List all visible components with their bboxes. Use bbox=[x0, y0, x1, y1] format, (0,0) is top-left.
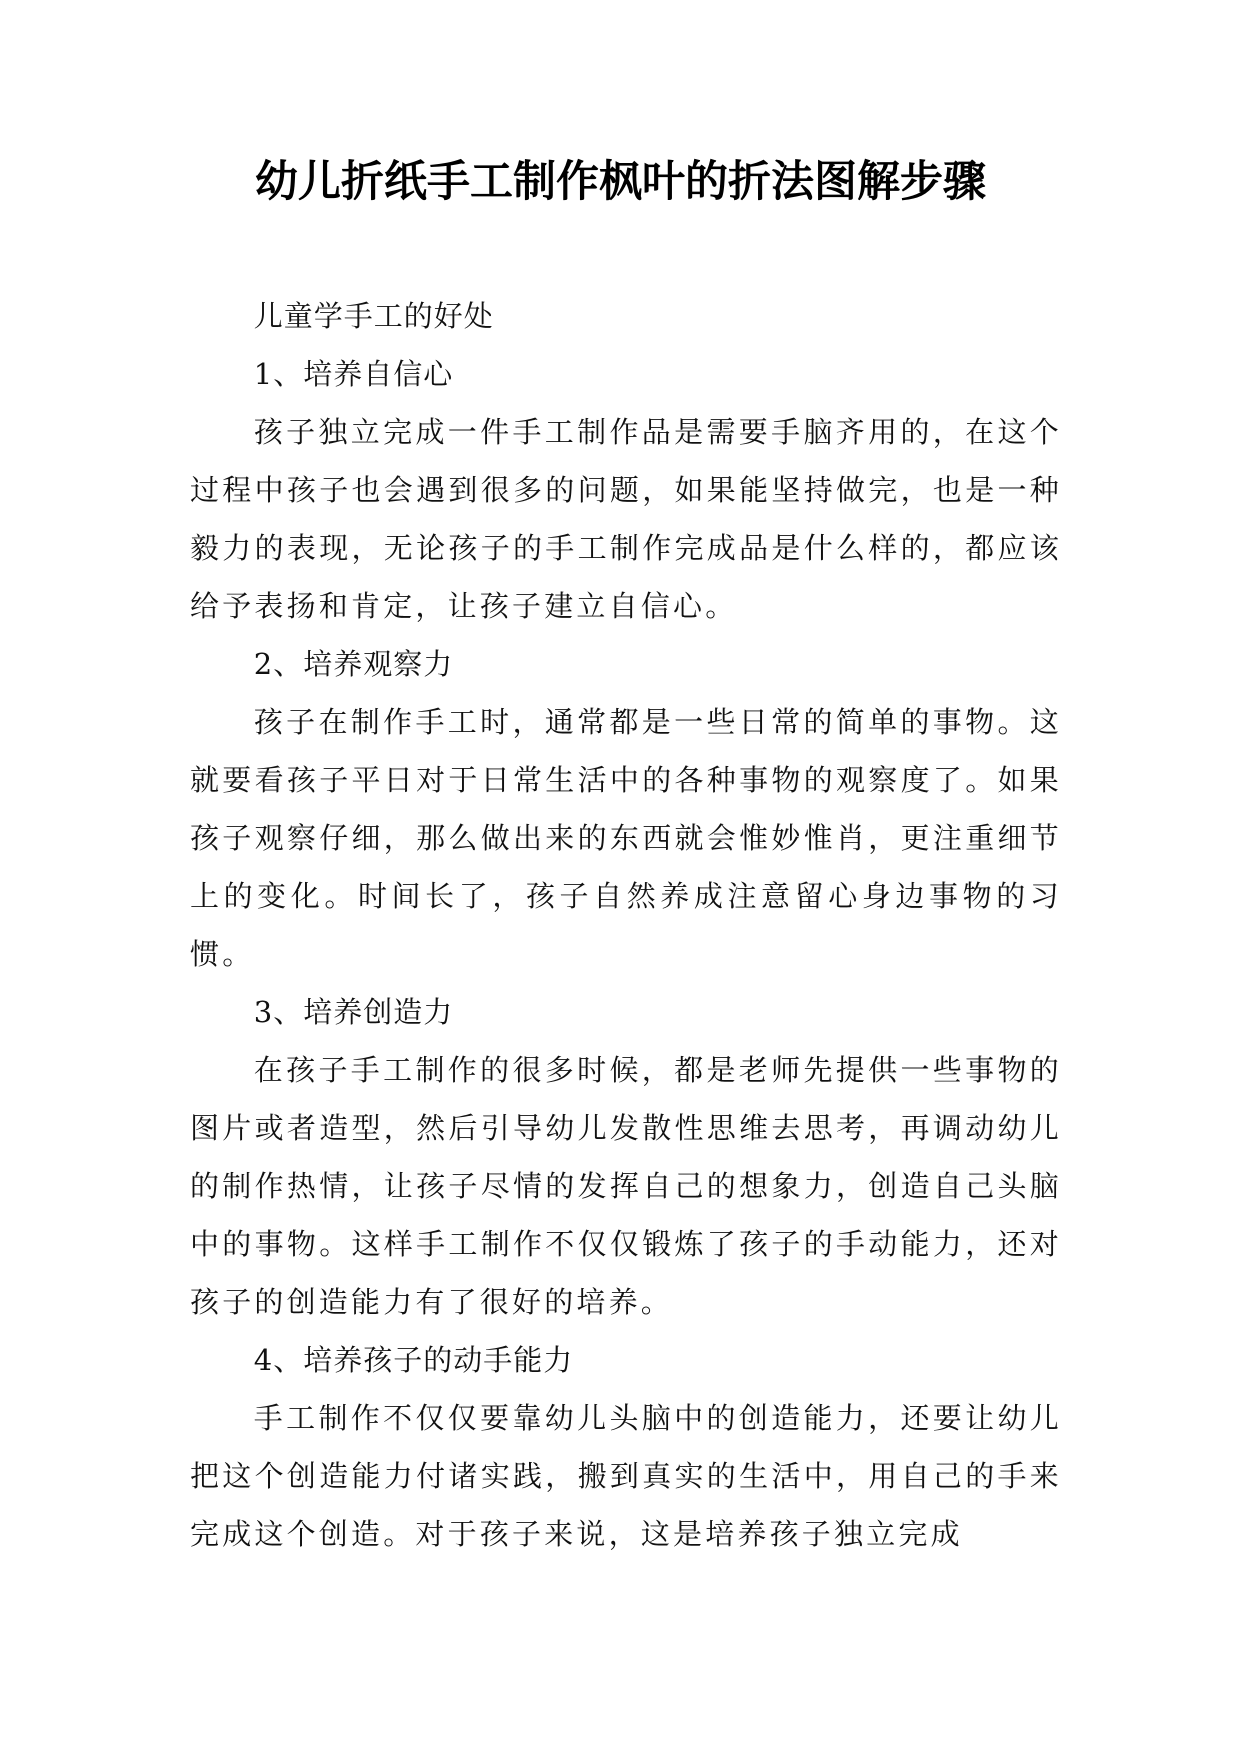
document-title: 幼儿折纸手工制作枫叶的折法图解步骤 bbox=[255, 157, 986, 207]
section-1-paragraph: 孩子独立完成一件手工制作品是需要手脑齐用的，在这个过程中孩子也会遇到很多的问题，如果能坚持做完，也是一种毅力的表现，无论孩子的手工制作完成品是什么样的，都应该给予表扬和肯定，让孩子建立自信心。 bbox=[190, 415, 1062, 623]
section-4-heading: 4、培养孩子的动手能力 bbox=[253, 1343, 574, 1377]
section-2-heading: 2、培养观察力 bbox=[253, 647, 454, 681]
section-3-paragraph: 在孩子手工制作的很多时候，都是老师先提供一些事物的图片或者造型，然后引导幼儿发散性思维去思考，再调动幼儿的制作热情，让孩子尽情的发挥自己的想象力，创造自己头脑中的事物。这样手工制作不仅仅锻炼了孩子的手动能力，还对孩子的创造能力有了很好的培养。 bbox=[190, 1053, 1062, 1319]
section-1-heading: 1、培养自信心 bbox=[253, 357, 454, 391]
section-2-paragraph: 孩子在制作手工时，通常都是一些日常的简单的事物。这就要看孩子平日对于日常生活中的各种事物的观察度了。如果孩子观察仔细，那么做出来的东西就会惟妙惟肖，更注重细节上的变化。时间长了，孩子自然养成注意留心身边事物的习惯。 bbox=[190, 705, 1062, 971]
section-4-paragraph: 手工制作不仅仅要靠幼儿头脑中的创造能力，还要让幼儿把这个创造能力付诸实践，搬到真实的生活中，用自己的手来完成这个创造。对于孩子来说，这是培养孩子独立完成 bbox=[190, 1401, 1062, 1551]
section-3-heading: 3、培养创造力 bbox=[253, 995, 454, 1029]
section-intro-heading: 儿童学手工的好处 bbox=[253, 299, 494, 333]
document-body bbox=[190, 287, 1062, 1563]
